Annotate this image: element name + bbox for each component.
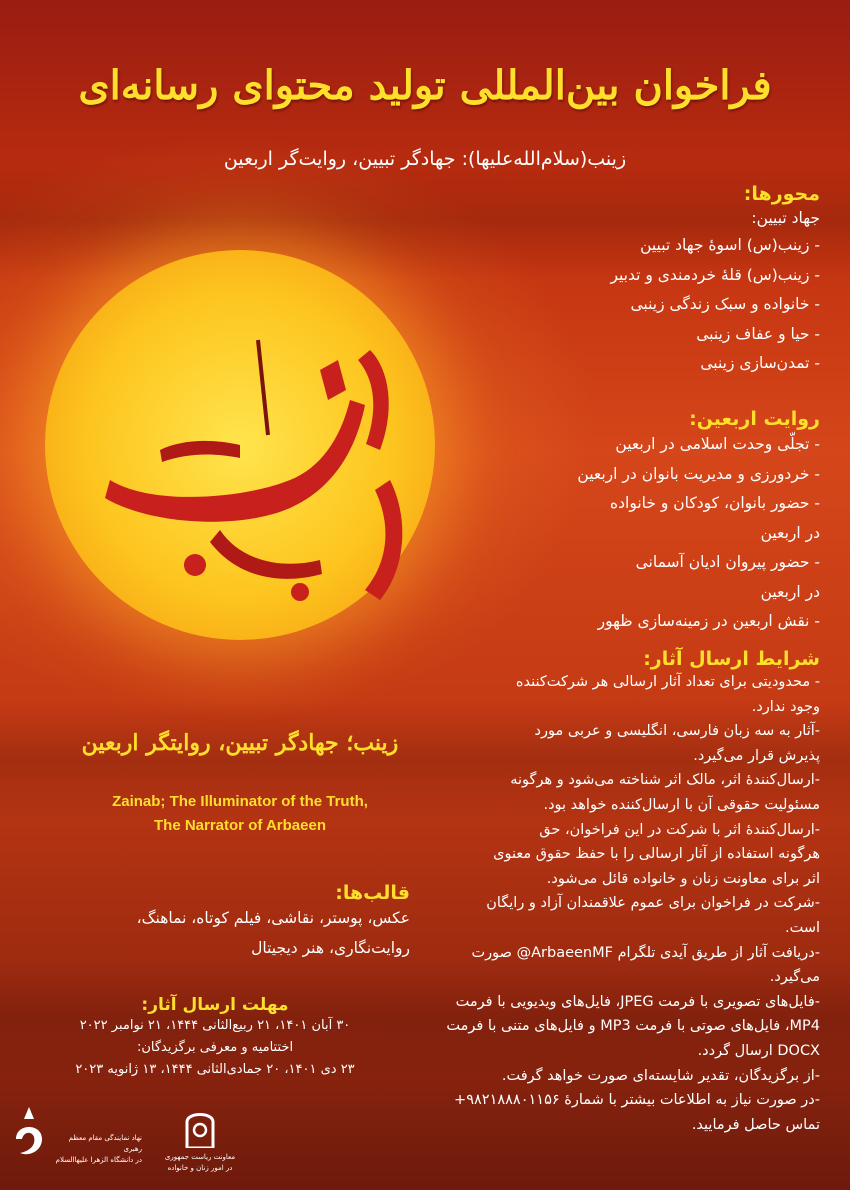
condition-line: تماس حاصل فرمایید.: [691, 1116, 820, 1133]
condition-line: -شرکت در فراخوان برای عموم علاقمندان آزاد و رایگان: [486, 895, 820, 912]
list-item: - تمدن‌سازی زینبی: [700, 354, 820, 372]
condition-line: - محدودیتی برای تعداد آثار ارسالی هر شرکت‌کننده: [515, 674, 820, 690]
formats-heading: قالب‌ها:: [335, 882, 410, 904]
list-item: در اربعین: [760, 582, 820, 601]
women-family-emblem-icon: [183, 1108, 217, 1148]
axes-heading: محورها:: [743, 183, 820, 205]
logo-leader-representative: [12, 1105, 142, 1169]
slogan-en-line: Zainab; The Illuminator of the Truth,: [112, 793, 368, 810]
list-item: - حضور پیروان ادیان آسمانی: [635, 553, 820, 571]
conditions-heading: شرایط ارسال آثار:: [643, 648, 820, 670]
list-item: - خانواده و سبک زندگی زینبی: [630, 295, 820, 313]
condition-line: -ارسال‌کنندۀ اثر با شرکت در این فراخوان، حق: [539, 821, 820, 838]
logo-text: نهاد نمایندگی مقام معظم رهبری: [68, 1134, 142, 1153]
slogan-en: [70, 790, 410, 838]
formats-line: عکس، پوستر، نقاشی، فیلم کوتاه، نماهنگ،: [136, 909, 410, 927]
conditions-section: [400, 648, 820, 1137]
ceremony-label: اختتامیه و معرفی برگزیدگان:: [136, 1040, 294, 1055]
condition-line: MP4، فایل‌های صوتی با فرمت MP3 و فایل‌های متنی با فرمت: [446, 1018, 820, 1035]
ceremony-date: ۲۳ دی ۱۴۰۱، ۲۰ جمادی‌الثانی ۱۴۴۴، ۱۳ ژانویه ۲۰۲۳: [75, 1062, 355, 1077]
list-item: - نقش اربعین در زمینه‌سازی ظهور: [597, 612, 820, 630]
condition-line: -فایل‌های تصویری با فرمت JPEG، فایل‌های ویدیویی با فرمت: [455, 993, 820, 1010]
logo-text: در دانشگاه الزهرا علیها‌السلام: [55, 1156, 142, 1164]
condition-line: -در صورت نیاز به اطلاعات بیشتر با شمارۀ ۹۸۲۱۸۸۸۰۱۱۵۶+: [454, 1092, 820, 1109]
formats-section: [20, 882, 410, 963]
slogan-en-line: The Narrator of Arbaeen: [154, 817, 326, 834]
zainab-calligraphy-illustration: [90, 330, 430, 610]
group2-label: روایت اربعین:: [689, 408, 820, 430]
list-item: - تجلّی وحدت اسلامی در اربعین: [615, 435, 820, 453]
arbaeen-section: [400, 408, 820, 637]
logo-vice-presidency: [155, 1108, 245, 1174]
condition-line: وجود ندارد.: [751, 698, 820, 715]
deadline-section: [20, 995, 410, 1081]
condition-line: -دریافت آثار از طریق آیدی تلگرام ArbaeenMF@ صورت: [471, 944, 820, 961]
condition-line: است.: [784, 919, 820, 936]
condition-line: اثر برای معاونت زنان و خانواده قائل می‌شود.: [546, 870, 820, 887]
subtitle: زینب(سلام‌الله‌علیها): جهادگر تبیین، روایت‌گر اربعین: [223, 148, 627, 170]
list-item: - حیا و عفاف زینبی: [696, 324, 820, 343]
condition-line: هرگونه استفاده از آثار ارسالی را با حفظ حقوق معنوی: [493, 846, 820, 863]
deadline-date: ۳۰ آبان ۱۴۰۱، ۲۱ ربیع‌الثانی ۱۴۴۴، ۲۱ نوامبر ۲۰۲۲: [79, 1018, 351, 1033]
slogan-fa: زینب؛ جهادگر تبیین، روایتگر اربعین: [81, 730, 399, 756]
logo-text: در امور زنان و خانواده: [167, 1164, 233, 1172]
page-title: فراخوان بین‌المللی تولید محتوای رسانه‌ای: [78, 62, 772, 109]
list-item: - حضور بانوان، کودکان و خانواده: [609, 494, 820, 512]
condition-line: می‌گیرد.: [769, 969, 820, 986]
formats-line: روایت‌نگاری، هنر دیجیتال: [251, 938, 410, 957]
condition-line: -آثار به سه زبان فارسی، انگلیسی و عربی مورد: [534, 723, 820, 740]
condition-line: پذیرش قرار می‌گیرد.: [693, 747, 820, 764]
condition-line: مسئولیت حقوقی آن با ارسال‌کننده خواهد بود.: [543, 796, 820, 813]
condition-line: -از برگزیدگان، تقدیر شایسته‌ای صورت خواهد گرفت.: [501, 1067, 820, 1084]
leader-emblem-icon: [12, 1105, 46, 1165]
group1-label: جهاد تبیین:: [751, 209, 820, 227]
logo-text: معاونت ریاست جمهوری: [164, 1153, 236, 1161]
condition-line: -ارسال‌کنندۀ اثر، مالک اثر شناخته می‌شود و هرگونه: [510, 772, 820, 789]
list-item: - خردورزی و مدیریت بانوان در اربعین: [577, 464, 820, 483]
axes-section: [400, 183, 820, 379]
condition-line: DOCX ارسال گردد.: [697, 1042, 820, 1059]
list-item: - زینب(س) اسوۀ جهاد تبیین: [640, 236, 820, 254]
deadline-heading: مهلت ارسال آثار:: [141, 995, 289, 1015]
list-item: در اربعین: [760, 523, 820, 542]
list-item: - زینب(س) قلۀ خردمندی و تدبیر: [610, 265, 820, 284]
